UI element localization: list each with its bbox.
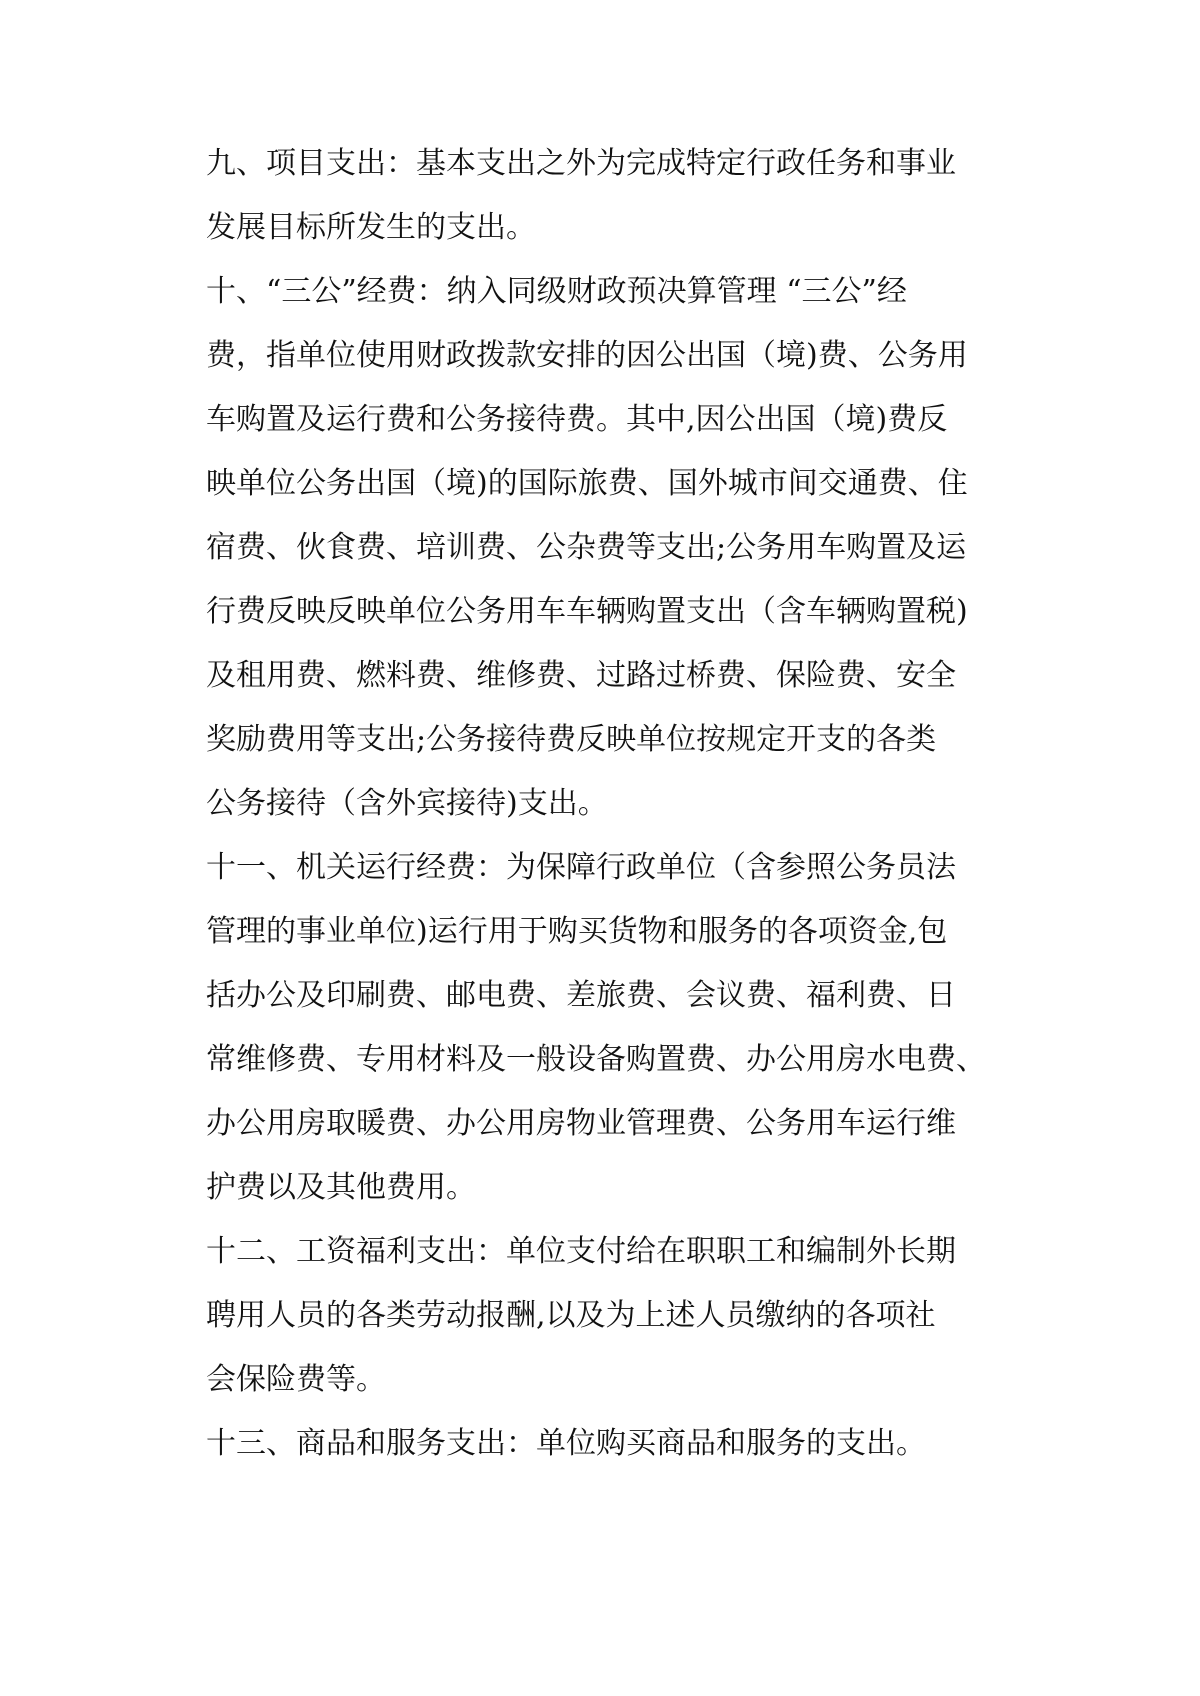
document-body (206, 146, 1036, 1490)
paragraph-item-11 (206, 850, 1036, 1205)
paragraph-item-9 (206, 146, 1036, 245)
text-line: 管理的事业单位)运行用于购买货物和服务的各项资金,包 (206, 914, 948, 949)
text-line: 聘用人员的各类劳动报酬,以及为上述人员缴纳的各项社 (206, 1298, 936, 1333)
text-line: 会保险费等。 (206, 1362, 386, 1397)
paragraph-item-12 (206, 1234, 1036, 1397)
text-line: 括办公及印刷费、邮电费、差旅费、会议费、福利费、日 (206, 978, 956, 1013)
text-line: 及租用费、燃料费、维修费、过路过桥费、保险费、安全 (206, 658, 956, 693)
text-line: 奖励费用等支出;公务接待费反映单位按规定开支的各类 (206, 722, 937, 757)
text-line: 常维修费、专用材料及一般设备购置费、办公用房水电费、 (206, 1042, 986, 1077)
text-line: 公务接待（含外宾接待)支出。 (206, 786, 608, 821)
text-line: 十三、商品和服务支出：单位购买商品和服务的支出。 (206, 1426, 926, 1461)
text-line: 宿费、伙食费、培训费、公杂费等支出;公务用车购置及运 (206, 530, 967, 565)
text-line: 十、“三公”经费：纳入同级财政预决算管理 “三公”经 (206, 274, 907, 309)
text-line: 十二、工资福利支出：单位支付给在职职工和编制外长期 (206, 1234, 956, 1269)
paragraph-item-13 (206, 1426, 1036, 1461)
text-line: 费，指单位使用财政拨款安排的因公出国（境)费、公务用 (206, 338, 968, 373)
paragraph-item-10 (206, 274, 1036, 821)
text-line: 车购置及运行费和公务接待费。其中,因公出国（境)费反 (206, 402, 948, 437)
text-line: 九、项目支出：基本支出之外为完成特定行政任务和事业 (206, 146, 956, 181)
text-line: 发展目标所发生的支出。 (206, 210, 536, 245)
text-line: 十一、机关运行经费：为保障行政单位（含参照公务员法 (206, 850, 956, 885)
text-line: 护费以及其他费用。 (206, 1170, 476, 1205)
text-line: 办公用房取暖费、办公用房物业管理费、公务用车运行维 (206, 1106, 956, 1141)
text-line: 映单位公务出国（境)的国际旅费、国外城市间交通费、住 (206, 466, 968, 501)
text-line: 行费反映反映单位公务用车车辆购置支出（含车辆购置税) (206, 594, 968, 629)
